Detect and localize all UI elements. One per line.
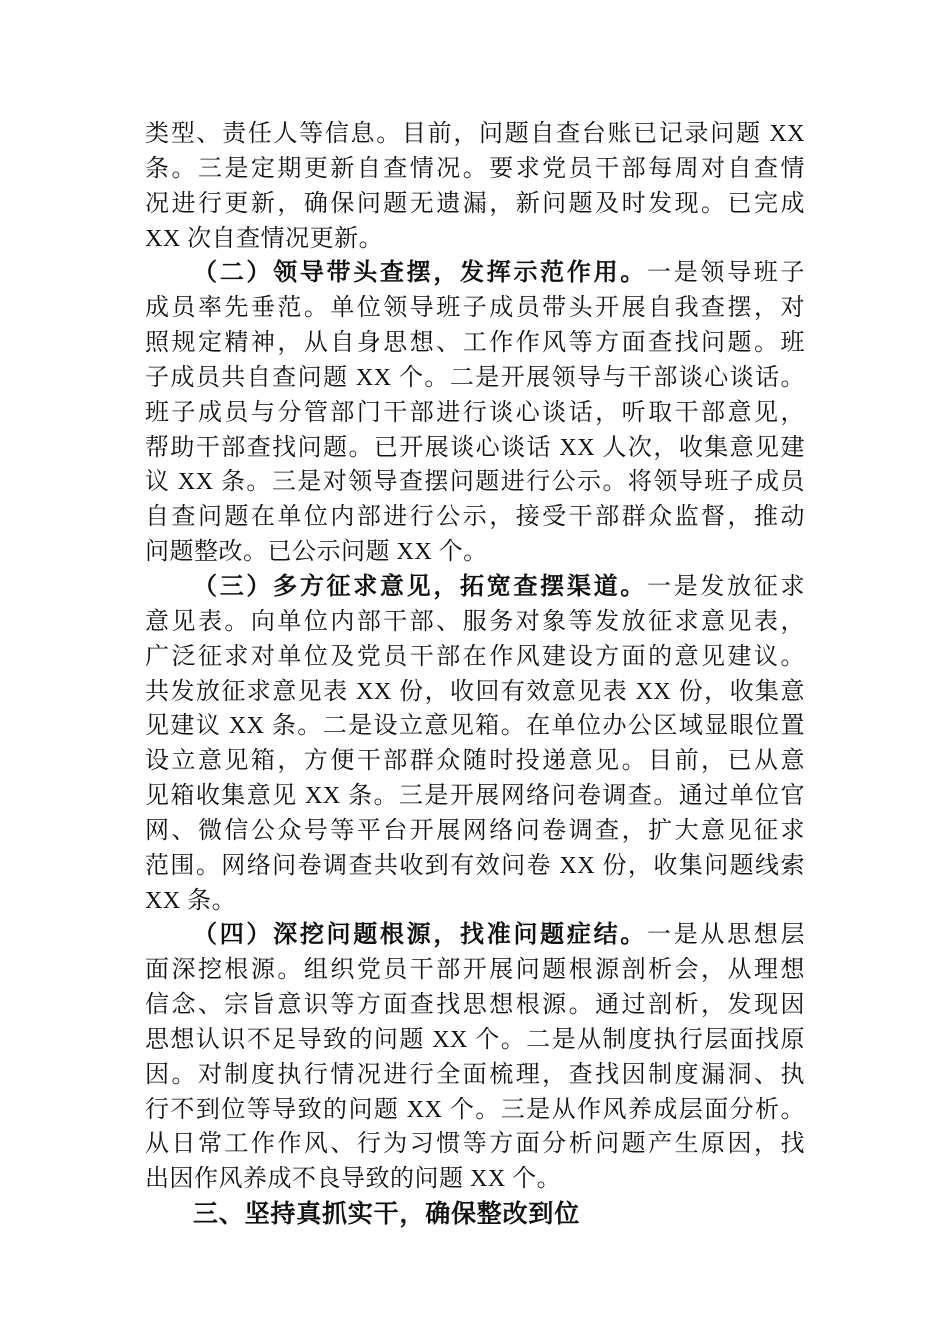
- text-line: 信念、宗旨意识等方面查找思想根源。通过剖析，发现因: [145, 992, 805, 1019]
- paragraph-text: 一是领导班子: [646, 260, 805, 287]
- text-line: XX 条。: [145, 887, 237, 914]
- paragraph-first-line: [145, 918, 805, 953]
- text-line: 出因作风养成不良导致的问题 XX 个。: [145, 1166, 562, 1193]
- text-line: 子成员共自查问题 XX 个。二是开展领导与干部谈心谈话。: [145, 364, 805, 391]
- text-line: 意见表。向单位内部干部、服务对象等发放征求意见表，: [145, 608, 805, 635]
- text-line: 广泛征求对单位及党员干部在作风建设方面的意见建议。: [145, 643, 805, 670]
- text-line: 面深挖根源。组织党员干部开展问题根源剖析会，从理想: [145, 957, 805, 984]
- text-line: 班子成员与分管部门干部进行谈心谈话，听取干部意见，: [145, 399, 805, 426]
- text-line: 类型、责任人等信息。目前，问题自查台账已记录问题 XX: [145, 121, 805, 147]
- paragraph-first-line: [145, 256, 805, 291]
- text-line: 共发放征求意见表 XX 份，收回有效意见表 XX 份，收集意: [145, 678, 805, 705]
- paragraph-lead: （三）多方征求意见，拓宽查摆渠道。: [193, 573, 647, 600]
- document-body: [145, 117, 805, 1232]
- paragraph-lead: （四）深挖问题根源，找准问题症结。: [193, 922, 647, 949]
- text-line: 见建议 XX 条。二是设立意见箱。在单位办公区域显眼位置: [145, 713, 805, 740]
- paragraph-text: 一是从思想层: [646, 922, 805, 949]
- text-line: 自查问题在单位内部进行公示，接受干部群众监督，推动: [145, 504, 805, 531]
- text-line: 见箱收集意见 XX 条。三是开展网络问卷调查。通过单位官: [145, 783, 805, 810]
- text-line: 帮助干部查找问题。已开展谈心谈话 XX 人次，收集意见建: [145, 434, 805, 461]
- paragraph-text: 一是发放征求: [646, 573, 805, 600]
- text-line: 成员率先垂范。单位领导班子成员带头开展自我查摆，对: [145, 295, 805, 322]
- text-line: 问题整改。已公示问题 XX 个。: [145, 539, 488, 566]
- text-line: 设立意见箱，方便干部群众随时投递意见。目前，已从意: [145, 748, 805, 775]
- text-line: 从日常工作作风、行为习惯等方面分析问题产生原因，找: [145, 1131, 805, 1158]
- text-line: 况进行更新，确保问题无遗漏，新问题及时发现。已完成: [145, 190, 805, 217]
- paragraph-lead: （二）领导带头查摆，发挥示范作用。: [193, 260, 647, 287]
- text-line: 行不到位等导致的问题 XX 个。三是从作风养成层面分析。: [145, 1096, 805, 1123]
- text-line: 网、微信公众号等平台开展网络问卷调查，扩大意见征求: [145, 817, 805, 844]
- text-line: 照规定精神，从自身思想、工作作风等方面查找问题。班: [145, 330, 805, 357]
- text-line: 思想认识不足导致的问题 XX 个。二是从制度执行层面找原: [145, 1026, 805, 1053]
- text-line: XX 次自查情况更新。: [145, 225, 384, 252]
- text-line: 因。对制度执行情况进行全面梳理，查找因制度漏洞、执: [145, 1061, 805, 1088]
- text-line: 议 XX 条。三是对领导查摆问题进行公示。将领导班子成员: [145, 469, 805, 496]
- section-heading: 三、坚持真抓实干，确保整改到位: [193, 1200, 581, 1229]
- text-line: 条。三是定期更新自查情况。要求党员干部每周对自查情: [145, 155, 805, 182]
- text-line: 范围。网络问卷调查共收到有效问卷 XX 份，收集问题线索: [145, 852, 805, 879]
- paragraph-first-line: [145, 570, 805, 605]
